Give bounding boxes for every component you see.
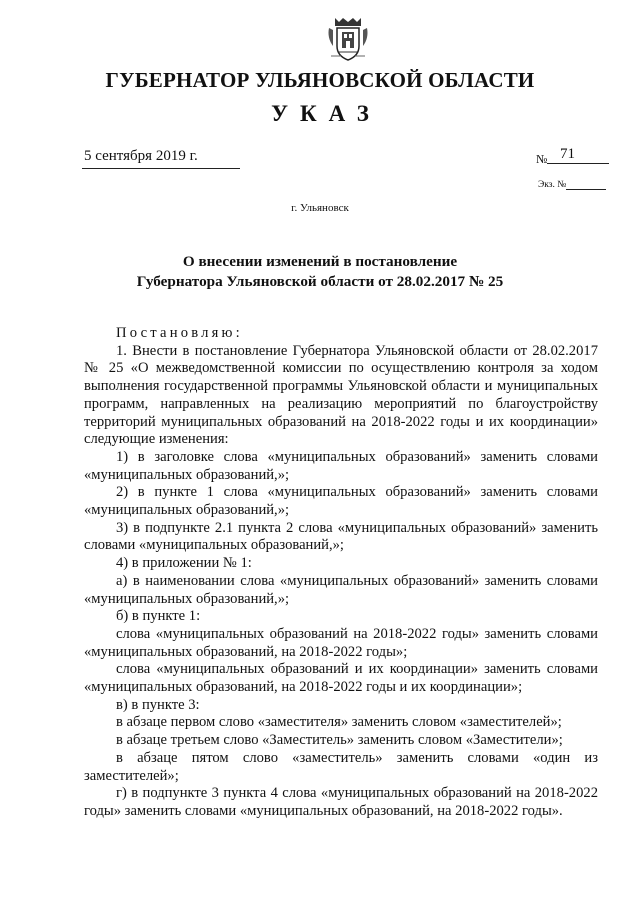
preamble: Постановляю: bbox=[116, 325, 243, 341]
paragraph-8: слова «муниципальных образований на 2018-2022 годы» заменить словами «муниципальных образований, на 2018-2022 годы»; bbox=[84, 625, 598, 660]
paragraph-12: в абзаце третьем слово «Заместитель» заменить словом «Заместители»; bbox=[116, 732, 563, 749]
paragraph-3: 2) в пункте 1 слова «муниципальных образований» заменить словами «муниципальных образований,»; bbox=[84, 484, 598, 519]
paragraph-11: в абзаце первом слово «заместителя» заменить словом «заместителей»; bbox=[116, 714, 562, 731]
paragraph-14: г) в подпункте 3 пункта 4 слова «муниципальных образований на 2018-2022 годы» заменить словами «муниципальных образований, на 2018-2022 годы». bbox=[84, 785, 598, 819]
copy-number-label: Экз. № bbox=[538, 180, 567, 190]
paragraph-5: 4) в приложении № 1: bbox=[116, 555, 252, 572]
document-type: УКАЗ bbox=[271, 101, 381, 126]
city: г. Ульяновск bbox=[291, 202, 349, 214]
coat-of-arms-icon bbox=[327, 16, 369, 62]
paragraph-10: в) в пункте 3: bbox=[116, 696, 200, 713]
decree-number: 71 bbox=[560, 146, 575, 162]
number-label: № bbox=[536, 152, 548, 166]
authority-title: ГУБЕРНАТОР УЛЬЯНОВСКОЙ ОБЛАСТИ bbox=[105, 68, 535, 92]
paragraph-1: 1. Внести в постановление Губернатора Ульяновской области от 28.02.2017 № 25 «О межведомственной комиссии по осуществлению контроля за ходом выполнения государственной программы Ульяновской области и муниципальных программ, направленных на реализацию мероприятий по благоустройству территорий муниципальных образований на 2018-2022 годы и их координации» следующие изменения: bbox=[84, 342, 598, 448]
subject-line-1: О внесении изменений в постановление bbox=[182, 253, 458, 270]
date-underline bbox=[82, 168, 240, 169]
decree-subject bbox=[100, 252, 540, 292]
number-underline bbox=[547, 163, 609, 164]
paragraph-9: слова «муниципальных образований и их координации» заменить словами «муниципальных образований, на 2018-2022 годы и их координации»; bbox=[84, 661, 598, 696]
paragraph-4: 3) в подпункте 2.1 пункта 2 слова «муниципальных образований» заменить словами «муниципальных образований,»; bbox=[84, 519, 598, 554]
subject-line-2: Губернатора Ульяновской области от 28.02.2017 № 25 bbox=[136, 273, 504, 290]
decree-date: 5 сентября 2019 г. bbox=[84, 148, 198, 164]
paragraph-7: б) в пункте 1: bbox=[116, 608, 201, 625]
paragraph-6: а) в наименовании слова «муниципальных образований» заменить словами «муниципальных образований,»; bbox=[84, 572, 598, 607]
copy-number-underline bbox=[566, 189, 606, 190]
paragraph-2: 1) в заголовке слова «муниципальных образований» заменить словами «муниципальных образований,»; bbox=[84, 448, 598, 483]
decree-body bbox=[84, 325, 598, 821]
paragraph-13: в абзаце пятом слово «заместитель» заменить словами «один из заместителей»; bbox=[84, 749, 598, 784]
